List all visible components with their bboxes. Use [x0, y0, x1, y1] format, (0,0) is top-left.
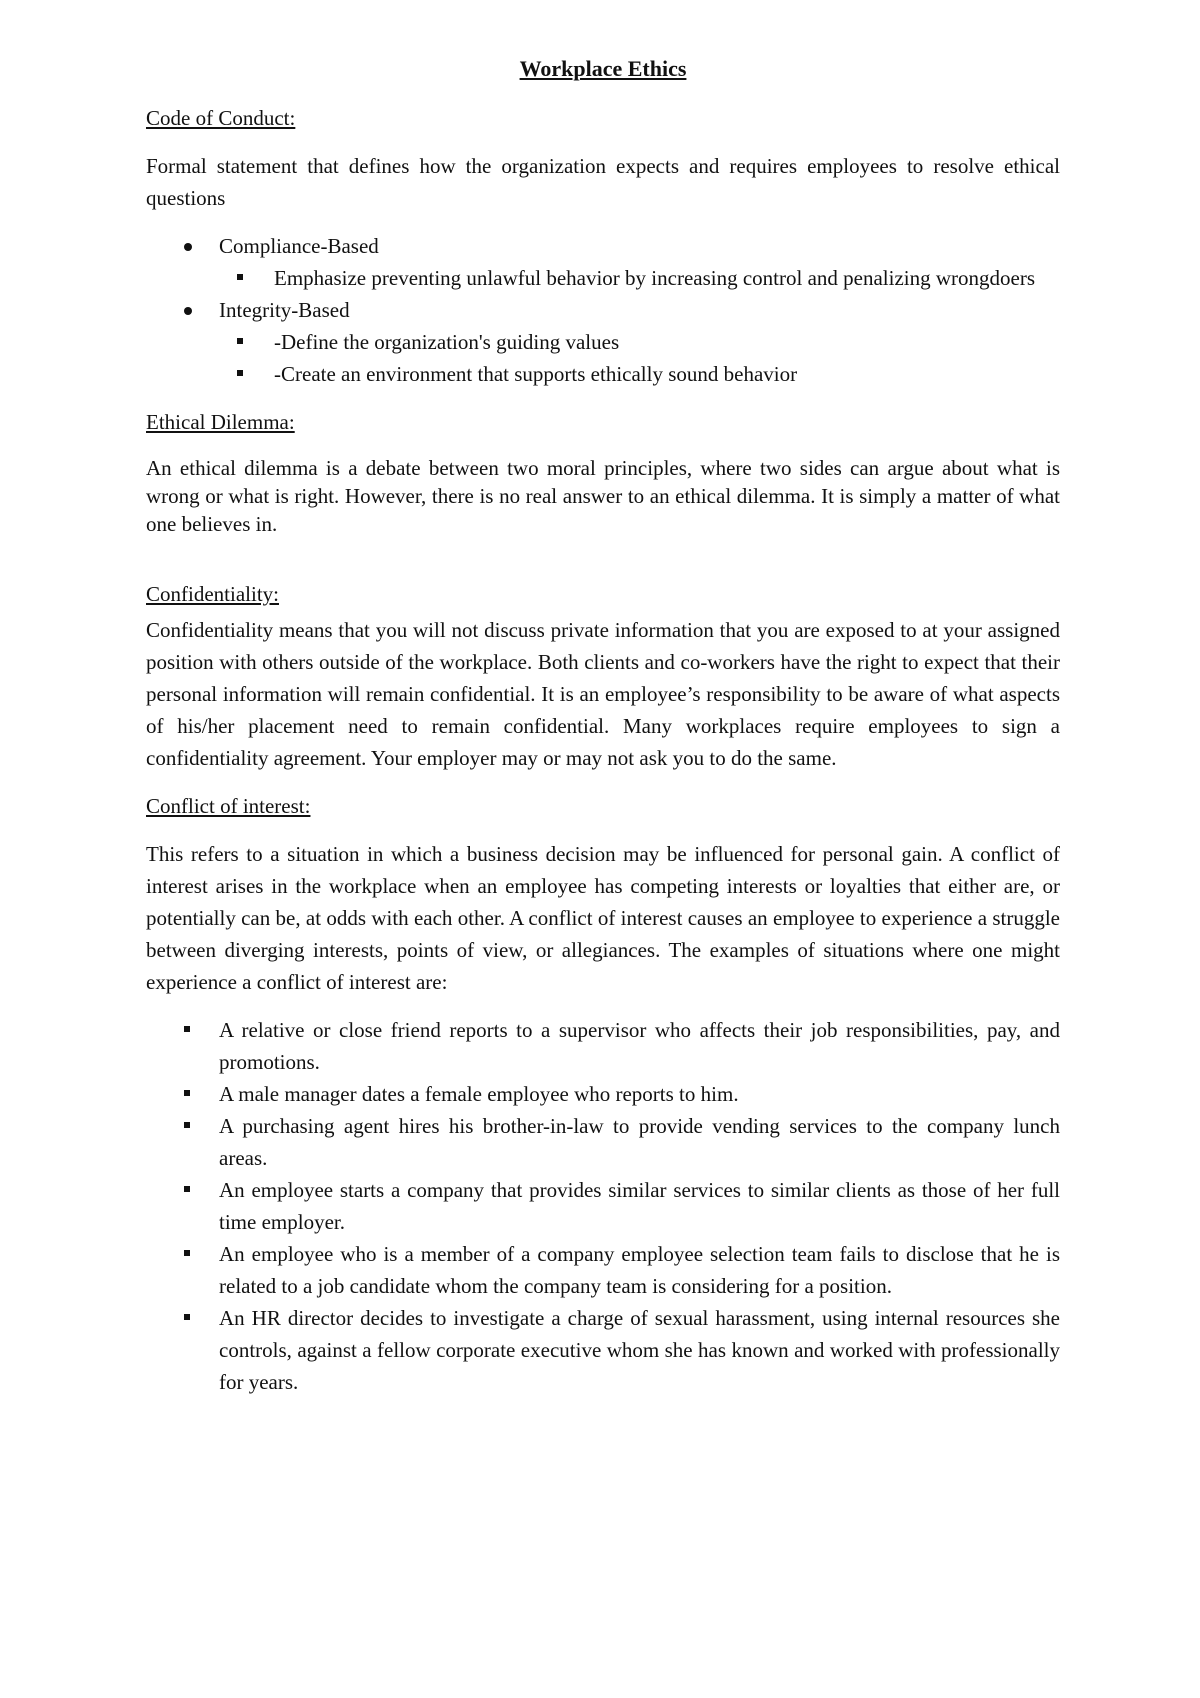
conflict-of-interest-heading: Conflict of interest: [146, 794, 311, 818]
sub-list [219, 326, 1060, 390]
list-item [146, 1110, 1060, 1174]
bullet-square-icon [184, 1186, 190, 1192]
bullet-square-icon [237, 338, 243, 344]
bullet-square-icon [237, 370, 243, 376]
code-of-conduct-body: Formal statement that defines how the organization expects and requires employees to resolve ethical questions [146, 154, 1060, 210]
list-item-text: A male manager dates a female employee who reports to him. [219, 1082, 739, 1106]
bullet-disc-icon [184, 243, 192, 251]
list-item-text: A relative or close friend reports to a supervisor who affects their job responsibilities, pay, and promotions. [219, 1018, 1060, 1074]
bullet-square-icon [184, 1122, 190, 1128]
ethical-dilemma-body: An ethical dilemma is a debate between two moral principles, where two sides can argue about what is wrong or what is right. However, there is no real answer to an ethical dilemma. It is simply a matter of what one believes in. [146, 456, 1060, 536]
bullet-square-icon [184, 1314, 190, 1320]
sub-list-item [219, 262, 1060, 294]
sub-list-item-text: -Create an environment that supports ethically sound behavior [274, 362, 798, 386]
list-item [146, 1238, 1060, 1302]
list-item-label: Compliance-Based [219, 234, 379, 258]
sub-list-item-text: -Define the organization's guiding values [274, 330, 620, 354]
list-item [146, 230, 1060, 294]
confidentiality-heading: Confidentiality: [146, 582, 279, 606]
conflict-examples-list [146, 1014, 1060, 1398]
list-item-text: A purchasing agent hires his brother-in-law to provide vending services to the company lunch areas. [219, 1114, 1060, 1170]
sub-list-item-text: Emphasize preventing unlawful behavior by increasing control and penalizing wrongdoers [274, 266, 1036, 290]
list-item-label: Integrity-Based [219, 298, 350, 322]
bullet-square-icon [184, 1090, 190, 1096]
conflict-of-interest-body: This refers to a situation in which a business decision may be influenced for personal gain. A conflict of interest arises in the workplace when an employee has competing interests or loyalties that either are, or potentially can be, at odds with each other. A conflict of interest causes an employee to experience a struggle between diverging interests, points of view, or allegiances. The examples of situations where one might experience a conflict of interest are: [146, 842, 1060, 994]
code-of-conduct-heading: Code of Conduct: [146, 106, 296, 130]
sub-list-item [219, 326, 1060, 358]
bullet-square-icon [237, 274, 243, 280]
list-item [146, 1078, 1060, 1110]
list-item [146, 1302, 1060, 1398]
list-item-text: An employee starts a company that provides similar services to similar clients as those of her full time employer. [219, 1178, 1060, 1234]
bullet-disc-icon [184, 307, 192, 315]
ethical-dilemma-heading: Ethical Dilemma: [146, 410, 295, 434]
list-item-text: An HR director decides to investigate a charge of sexual harassment, using internal resources she controls, against a fellow corporate executive whom she has known and worked with professionally for years. [219, 1306, 1060, 1394]
confidentiality-body: Confidentiality means that you will not discuss private information that you are exposed to at your assigned position with others outside of the workplace. Both clients and co-workers have the right to expect that their personal information will remain confidential. It is an employee’s responsibility to be aware of what aspects of his/her placement need to remain confidential. Many workplaces require employees to sign a confidentiality agreement. Your employer may or may not ask you to do the same. [146, 618, 1060, 770]
list-item-text: An employee who is a member of a company employee selection team fails to disclose that he is related to a job candidate whom the company team is considering for a position. [219, 1242, 1060, 1298]
sub-list-item [219, 358, 1060, 390]
bullet-square-icon [184, 1250, 190, 1256]
bullet-square-icon [184, 1026, 190, 1032]
list-item [146, 1014, 1060, 1078]
list-item [146, 1174, 1060, 1238]
list-item [146, 294, 1060, 390]
sub-list [219, 262, 1060, 294]
code-of-conduct-list [146, 230, 1060, 390]
document-page [146, 52, 1060, 1414]
document-title: Workplace Ethics [519, 56, 687, 81]
